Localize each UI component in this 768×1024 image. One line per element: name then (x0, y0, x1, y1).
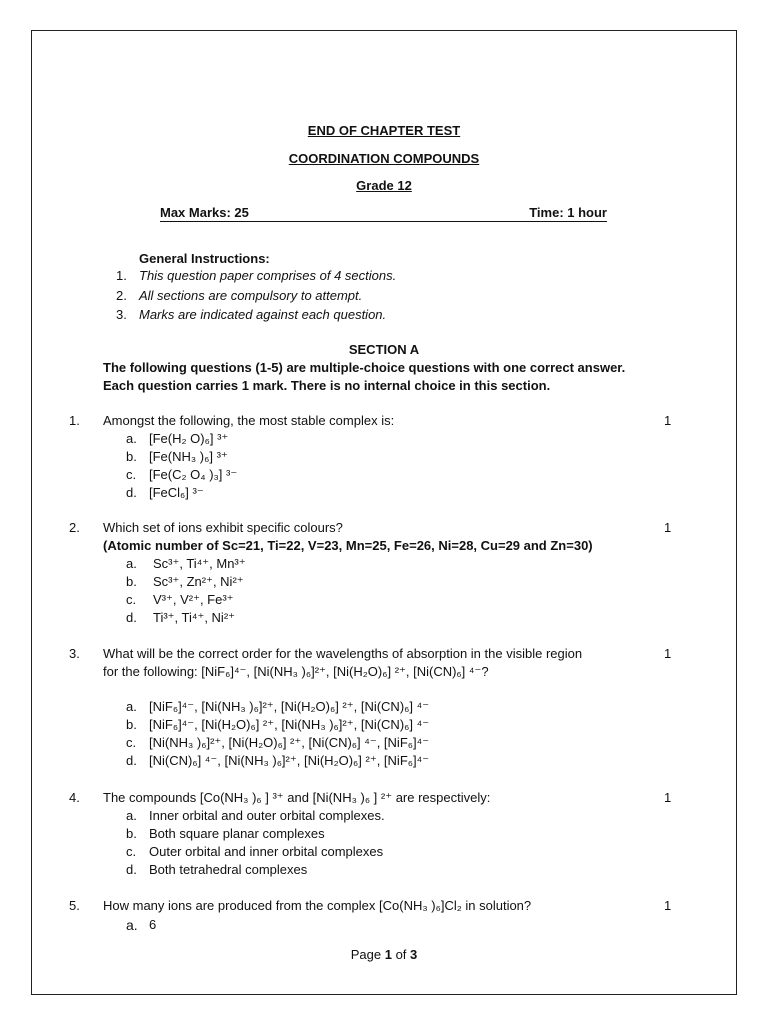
instruction-text: All sections are compulsory to attempt. (139, 288, 363, 303)
question-marks: 1 (664, 520, 672, 535)
option-text: Both tetrahedral complexes (149, 862, 308, 877)
option-text: Sc³⁺, Ti⁴⁺, Mn³⁺ (153, 556, 246, 571)
option-text: Ti³⁺, Ti⁴⁺, Ni²⁺ (153, 610, 236, 625)
option-text: [Fe(C₂ O₄ )₃] ³⁻ (149, 467, 238, 482)
question-number: 3. (69, 646, 80, 661)
option-label: c. (126, 844, 137, 859)
option-label: d. (126, 753, 137, 768)
option-text: [Fe(H₂ O)₆] ³⁺ (149, 431, 229, 446)
option-label: a. (126, 556, 137, 571)
question-text: The compounds [Co(NH₃ )₆ ] ³⁺ and [Ni(NH₃ )₆ ] ²⁺ are respectively: (103, 790, 491, 805)
question-text: Which set of ions exhibit specific colours? (103, 520, 343, 535)
max-marks: Max Marks: 25 (160, 205, 249, 220)
option-text: 6 (149, 917, 157, 932)
question-marks: 1 (664, 646, 672, 661)
page-current: 1 (384, 947, 392, 962)
instruction-number: 3. (116, 307, 127, 322)
section-title: SECTION A (348, 342, 420, 357)
option-text: Inner orbital and outer orbital complexes. (149, 808, 385, 823)
instruction-number: 2. (116, 288, 127, 303)
option-text: Sc³⁺, Zn²⁺, Ni²⁺ (153, 574, 244, 589)
option-label: d. (126, 485, 137, 500)
option-text: [Ni(NH₃ )₆]²⁺, [Ni(H₂O)₆] ²⁺, [Ni(CN)₆] ⁴⁻, [NiF₆]⁴⁻ (149, 735, 430, 750)
question-text: Amongst the following, the most stable complex is: (103, 413, 395, 428)
option-label: c. (126, 467, 137, 482)
option-label: a. (126, 431, 137, 446)
option-label: b. (126, 449, 137, 464)
option-text: V³⁺, V²⁺, Fe³⁺ (153, 592, 234, 607)
option-label: d. (126, 610, 137, 625)
option-label: a. (126, 917, 138, 933)
option-text: [Fe(NH₃ )₆] ³⁺ (149, 449, 228, 464)
option-text: [NiF₆]⁴⁻, [Ni(H₂O)₆] ²⁺, [Ni(NH₃ )₆]²⁺, [Ni(CN)₆] ⁴⁻ (149, 717, 430, 732)
question-text-continued: for the following: [NiF₆]⁴⁻, [Ni(NH₃ )₆]²⁺, [Ni(H₂O)₆] ²⁺, [Ni(CN)₆] ⁴⁻? (103, 664, 489, 679)
option-text: [FeCl₆] ³⁻ (149, 485, 204, 500)
option-text: Outer orbital and inner orbital complexes (149, 844, 384, 859)
option-label: d. (126, 862, 137, 877)
test-title: END OF CHAPTER TEST (307, 123, 461, 138)
option-label: b. (126, 717, 137, 732)
question-number: 1. (69, 413, 80, 428)
page-border (31, 30, 737, 995)
option-text: Both square planar complexes (149, 826, 325, 841)
instruction-number: 1. (116, 268, 127, 283)
instructions-heading: General Instructions: (139, 251, 270, 266)
option-text: [NiF₆]⁴⁻, [Ni(NH₃ )₆]²⁺, [Ni(H₂O)₆] ²⁺, [Ni(CN)₆] ⁴⁻ (149, 699, 430, 714)
section-description: Each question carries 1 mark. There is no internal choice in this section. (103, 378, 551, 393)
question-text: How many ions are produced from the complex [Co(NH₃ )₆]Cl₂ in solution? (103, 898, 532, 913)
question-number: 2. (69, 520, 80, 535)
option-label: b. (126, 826, 137, 841)
option-text: [Ni(CN)₆] ⁴⁻, [Ni(NH₃ )₆]²⁺, [Ni(H₂O)₆] ²⁺, [NiF₆]⁴⁻ (149, 753, 430, 768)
option-label: a. (126, 699, 137, 714)
page-prefix: Page (350, 947, 385, 962)
time-allowed: Time: 1 hour (529, 205, 607, 220)
question-marks: 1 (664, 898, 672, 913)
option-label: c. (126, 592, 137, 607)
question-text: What will be the correct order for the wavelengths of absorption in the visible region (103, 646, 583, 661)
grade-label: Grade 12 (356, 178, 412, 193)
subject-title: COORDINATION COMPOUNDS (288, 151, 480, 166)
question-marks: 1 (664, 790, 672, 805)
page-mid: of (391, 947, 411, 962)
page-number (0, 947, 768, 963)
option-label: b. (126, 574, 137, 589)
page-total: 3 (410, 947, 418, 962)
question-marks: 1 (664, 413, 672, 428)
instruction-text: This question paper comprises of 4 sections. (139, 268, 397, 283)
section-description: The following questions (1-5) are multiple-choice questions with one correct answer. (103, 360, 626, 375)
marks-time-line (160, 205, 607, 222)
option-label: c. (126, 735, 137, 750)
option-label: a. (126, 808, 137, 823)
instruction-text: Marks are indicated against each question. (139, 307, 387, 322)
question-number: 5. (69, 898, 80, 913)
question-number: 4. (69, 790, 80, 805)
question-subtext: (Atomic number of Sc=21, Ti=22, V=23, Mn=25, Fe=26, Ni=28, Cu=29 and Zn=30) (103, 538, 593, 553)
